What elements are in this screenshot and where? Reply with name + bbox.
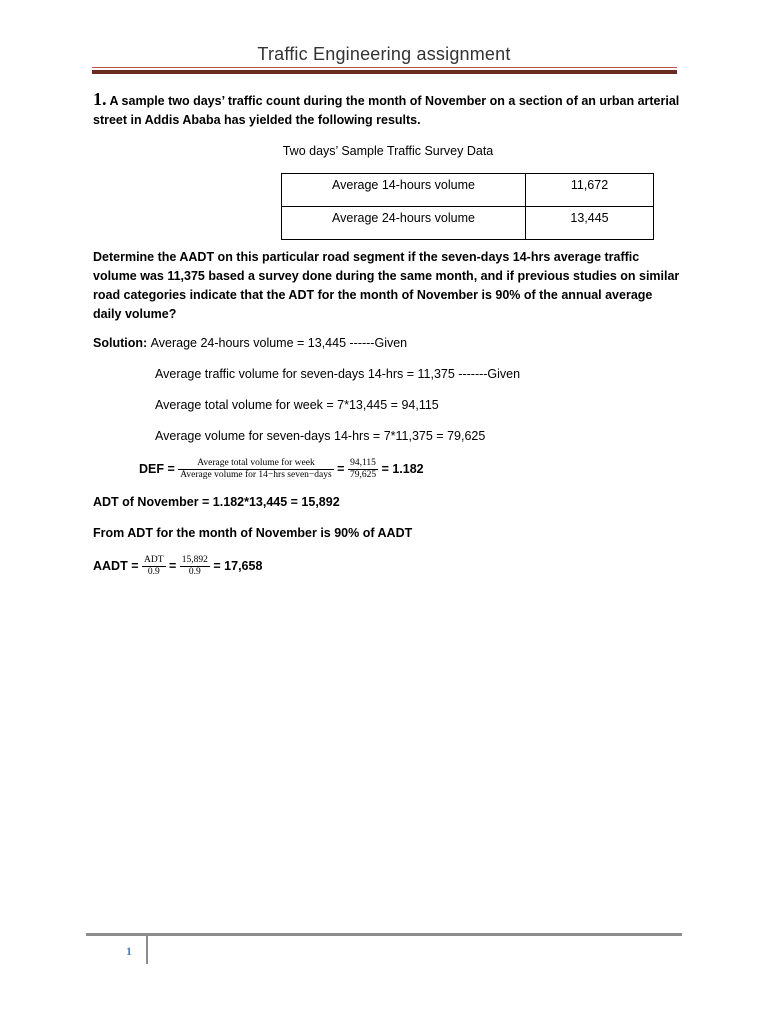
table-row	[282, 174, 654, 207]
def-result: = 1.182	[381, 461, 424, 476]
question-paragraph	[93, 90, 683, 130]
task-paragraph: Determine the AADT on this particular road segment if the seven-days 14-hrs average traffic volume was 11,375 based a survey done during the same month, and if previous studies on similar road categories indicate that the ADT for the month of November is 90% of the annual average daily volume?	[93, 250, 680, 321]
header-rule-thick	[92, 70, 677, 74]
page-number: 1	[126, 944, 132, 958]
aadt-fraction-1	[142, 555, 166, 578]
def-fraction-2	[348, 458, 378, 481]
def-fraction-1-numerator: Average total volume for week	[178, 458, 333, 470]
aadt-fraction-2-denominator: 0.9	[188, 567, 201, 577]
aadt-equals: =	[169, 558, 177, 573]
table-cell-label: Average 14-hours volume	[282, 174, 526, 207]
aadt-lhs: AADT =	[93, 558, 139, 573]
table-row	[282, 207, 654, 240]
aadt-fraction-1-numerator: ADT	[143, 555, 164, 565]
def-equals: =	[337, 461, 345, 476]
solution-line: Average volume for seven-days 14-hrs = 7*11,375 = 79,625	[155, 429, 486, 443]
solution-first-line	[93, 334, 683, 353]
def-fraction-1	[178, 458, 333, 481]
table-cell-value: 13,445	[526, 207, 654, 240]
table-title: Two days’ Sample Traffic Survey Data	[282, 144, 494, 158]
aadt-fraction-1-denominator: 0.9	[147, 567, 160, 577]
def-lhs: DEF =	[139, 461, 175, 476]
aadt-fraction-2	[180, 555, 210, 578]
def-fraction-2-denominator: 79,625	[349, 470, 377, 480]
aadt-equation	[93, 555, 683, 578]
from-line: From ADT for the month of November is 90% of AADT	[93, 526, 413, 540]
document-body	[93, 90, 683, 590]
header-rule-thin	[92, 67, 677, 68]
table-cell-label: Average 24-hours volume	[282, 207, 526, 240]
def-fraction-1-denominator: Average volume for 14−hrs seven−days	[180, 470, 332, 480]
survey-table	[281, 173, 654, 240]
solution-line: Average total volume for week = 7*13,445 = 94,115	[155, 398, 439, 412]
solution-label: Solution:	[93, 336, 148, 350]
question-number: 1.	[93, 89, 107, 109]
solution-line: Average traffic volume for seven-days 14-hrs = 11,375 -------Given	[155, 367, 521, 381]
def-fraction-2-numerator: 94,115	[348, 458, 378, 470]
footer-rule	[86, 933, 682, 936]
aadt-fraction-2-numerator: 15,892	[181, 555, 208, 565]
page-header-title: Traffic Engineering assignment	[257, 44, 511, 64]
question-intro: A sample two days’ traffic count during the month of November on a section of an urban arterial street in Addis Ababa has yielded the following results.	[93, 94, 680, 127]
def-equation	[139, 458, 683, 481]
table-cell-value: 11,672	[526, 174, 654, 207]
aadt-result: = 17,658	[213, 558, 263, 573]
adt-line: ADT of November = 1.182*13,445 = 15,892	[93, 495, 340, 509]
footer-vertical-rule	[146, 936, 148, 964]
solution-first-text: Average 24-hours volume = 13,445 ------Given	[150, 336, 408, 350]
